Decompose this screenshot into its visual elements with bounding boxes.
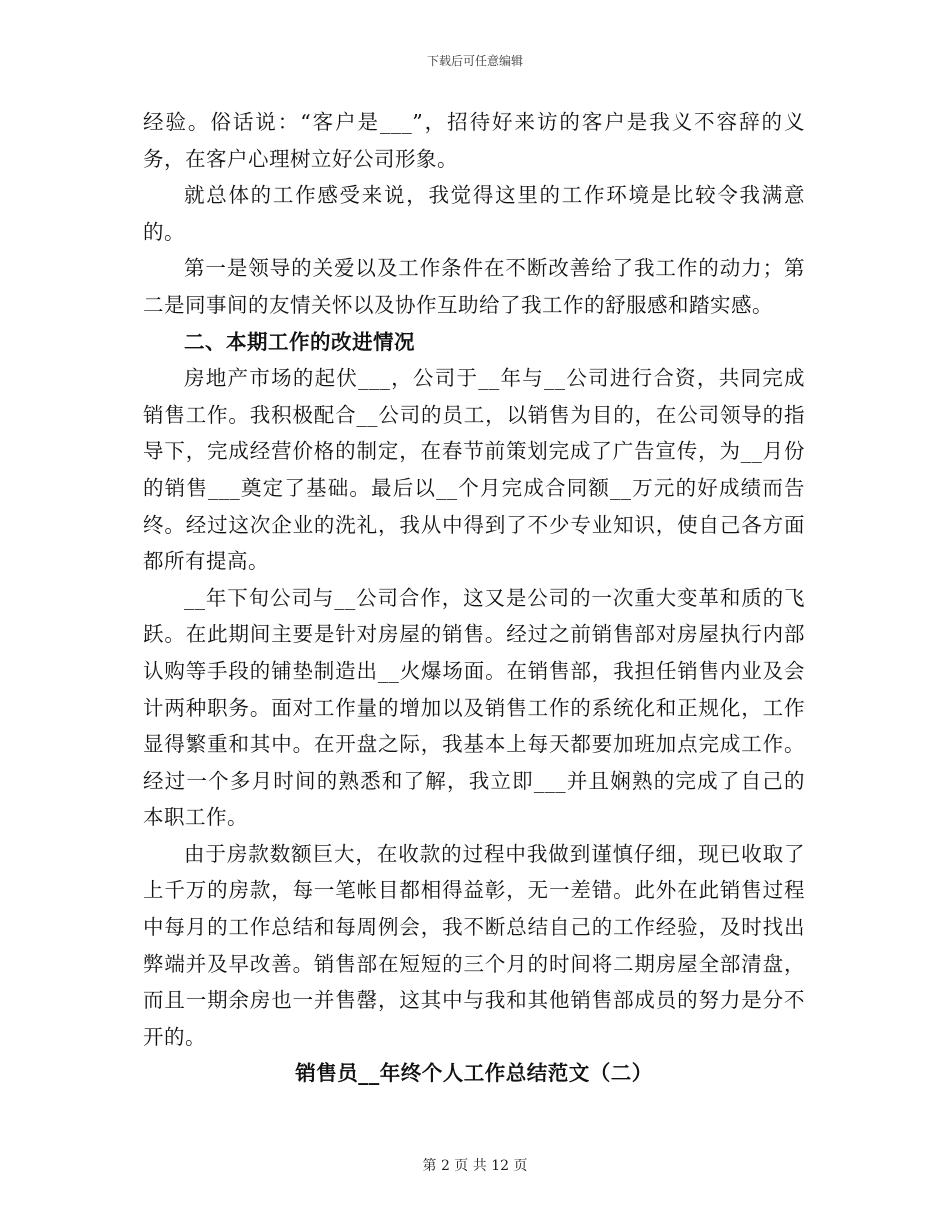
page-number: 第 2 页 共 12 页 <box>422 1158 528 1174</box>
document-body <box>143 104 805 1092</box>
section-heading-improvements: 二、本期工作的改进情况 <box>184 329 415 354</box>
document-section-title: 销售员__年终个人工作总结范文（二） <box>295 1061 653 1086</box>
paragraph-market: 房地产市场的起伏___，公司于__年与__公司进行合资，共同完成销售工作。我积极配合__公司的员工，以销售为目的，在公司领导的指导下，完成经营价格的制定，在春节前策划完成了广告宣传，为__月份的销售___奠定了基础。最后以__个月完成合同额__万元的好成绩而告终。经过这次企业的洗礼，我从中得到了不少专业知识，使自己各方面都所有提高。 <box>143 366 805 574</box>
paragraph-continuation: 经验。俗话说：“客户是___”，招待好来访的客户是我义不容辞的义务，在客户心理树立好公司形象。 <box>143 110 805 171</box>
paragraph-cooperation: __年下旬公司与__公司合作，这又是公司的一次重大变革和质的飞跃。在此期间主要是针对房屋的销售。经过之前销售部对房屋执行内部认购等手段的铺垫制造出__火爆场面。在销售部，我担任销售内业及会计两种职务。面对工作量的增加以及销售工作的系统化和正规化，工作显得繁重和其中。在开盘之际，我基本上每天都要加班加点完成工作。经过一个多月时间的熟悉和了解，我立即___并且娴熟的完成了自己的本职工作。 <box>143 585 805 830</box>
paragraph-work-feeling: 就总体的工作感受来说，我觉得这里的工作环境是比较令我满意的。 <box>143 183 805 244</box>
header-note: 下载后可任意编辑 <box>426 54 523 68</box>
paragraph-reasons: 第一是领导的关爱以及工作条件在不断改善给了我工作的动力；第二是同事间的友情关怀以及协作互助给了我工作的舒服感和踏实感。 <box>143 256 805 317</box>
paragraph-payments: 由于房款数额巨大，在收款的过程中我做到谨慎仔细，现已收取了上千万的房款，每一笔帐目都相得益彰，无一差错。此外在此销售过程中每月的工作总结和每周例会，我不断总结自己的工作经验，及时找出弊端并及早改善。销售部在短短的三个月的时间将二期房屋全部清盘，而且一期余房也一并售罄，这其中与我和其他销售部成员的努力是分不开的。 <box>143 841 805 1049</box>
